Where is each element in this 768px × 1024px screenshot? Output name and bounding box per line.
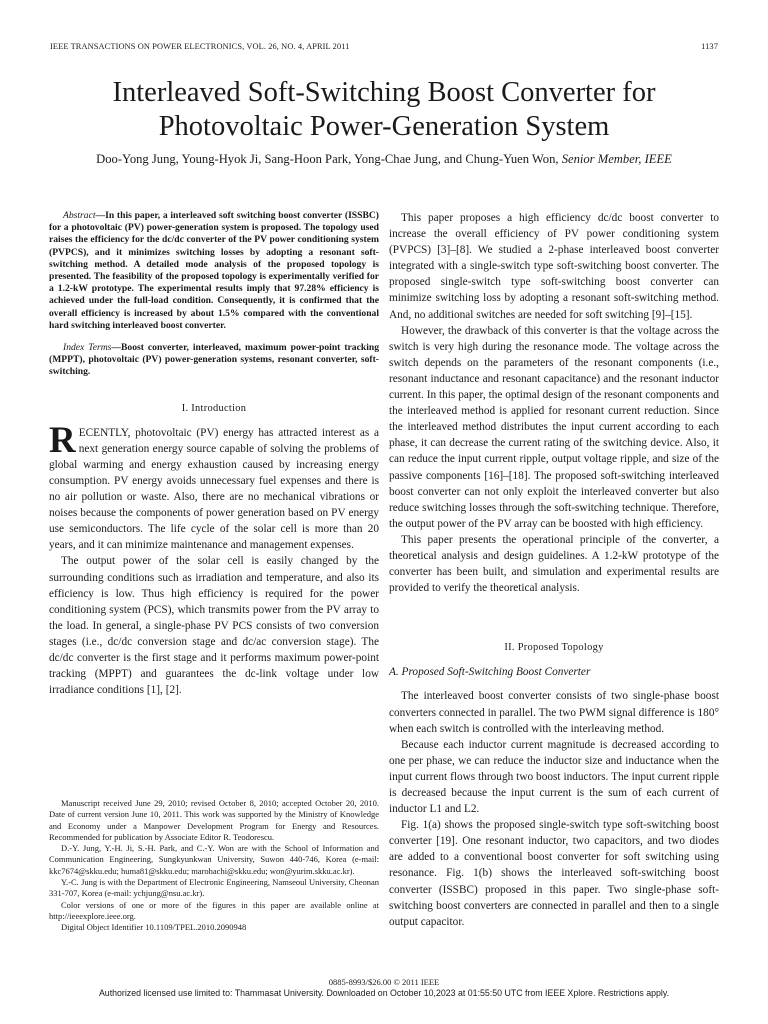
footnote-manuscript: Manuscript received June 29, 2010; revised October 8, 2010; accepted October 20, 2010. Date of current version June 10, 2011. This work was supported by the Ministry of Knowledge and Economy under a Manpower Development Program for Energy and Resources. Recommended for publication by Associate Editor R. Teodorescu. <box>49 798 379 842</box>
author-list <box>30 152 738 167</box>
left-column <box>49 210 379 698</box>
abstract-label: Abstract <box>63 210 96 221</box>
page-number: 1137 <box>701 42 718 51</box>
title-line-2: Photovoltaic Power-Generation System <box>158 111 610 142</box>
footnote-affiliation-1: D.-Y. Jung, Y.-H. Ji, S.-H. Park, and C.-Y. Won are with the School of Information and Communication Engineering, Sungkyunkwan University, Suwon 440-746, Korea (e-mail: kkc7674@skku.edu; huma81@skku.edu; marohachi@skku.edu; won@yurim.skku.ac.kr). <box>49 843 379 876</box>
title-line-1: Interleaved Soft-Switching Boost Converter for <box>112 77 656 108</box>
footnote-color-versions: Color versions of one or more of the figures in this paper are available online at http://ieeexplore.ieee.org. <box>49 899 379 921</box>
index-terms <box>49 342 379 379</box>
intro-paragraph-1 <box>49 419 379 554</box>
drop-cap: R <box>49 419 76 461</box>
abstract <box>49 210 379 332</box>
index-terms-label: Index Terms <box>63 342 112 354</box>
right-paragraph-5: Because each inductor current magnitude is decreased according to one per phase, we can reduce the inductor size and inductance when the input current flows through two boost inductors. The input current ripple is decreased because the input current is the sum of each current of inductor L1 and L2. <box>389 738 719 816</box>
right-paragraph-4: The interleaved boost converter consists of two single-phase boost converters connected in parallel. The two PWM signal difference is 180° when each switch is controlled with the interleaving method. <box>389 690 719 735</box>
author-names: Doo-Yong Jung, Young-Hyok Ji, Sang-Hoon Park, Yong-Chae Jung, and Chung-Yuen Won, <box>96 152 559 166</box>
running-header <box>50 42 718 51</box>
author-role: Senior Member, IEEE <box>561 152 672 166</box>
footnote-affiliation-2: Y.-C. Jung is with the Department of Electronic Engineering, Namseoul University, Cheonan 331-707, Korea (e-mail: ychjung@nsu.ac.kr). <box>49 877 379 899</box>
section-heading-proposed-topology: II. Proposed Topology <box>504 642 604 654</box>
journal-name: IEEE TRANSACTIONS ON POWER ELECTRONICS, VOL. 26, NO. 4, APRIL 2011 <box>50 42 350 51</box>
right-paragraph-6: Fig. 1(a) shows the proposed single-switch type soft-switching boost converter [19]. One resonant inductor, two capacitors, and two diodes are added to a conventional boost converter for soft switching using resonance. Fig. 1(b) shows the interleaved soft-switching boost converter (ISSBC) proposed in this paper. Two single-phase soft-switching boost converters are connected in parallel and then to a single output capacitor. <box>389 819 719 928</box>
right-column <box>389 210 719 930</box>
copyright-line: 0885-8993/$26.00 © 2011 IEEE <box>328 977 440 987</box>
right-paragraph-2: However, the drawback of this converter is that the voltage across the switch is very high during the resonance mode. The voltage across the switch depends on the parameters of the resonant components (i.e., resonant inductance and resonant capacitance) and the resonant inductor current. In this paper, the optimal design of the resonant components and the interleaved method is applied for resonant current reduction. Since the interleaved method distributes the input current according to each phase, it can decrease the current rating of the switching device. Also, it can reduce the input current ripple, output voltage ripple, and size of the passive components [16]–[18]. The proposed soft-switching interleaved boost converter can not only exploit the interleaved converter but also reduce switching losses through the soft-switching technique. Therefore, the output power of the PV array can be boosted with high efficiency. <box>389 324 719 530</box>
footnote <box>49 798 379 934</box>
footnote-doi: Digital Object Identifier 10.1109/TPEL.2010.2090948 <box>61 922 247 933</box>
right-paragraph-3: This paper presents the operational principle of the converter, a theoretical analysis and design guidelines. A 1.2-kW prototype of the converter has been built, and simulation and experimental results are provided to verify the theoretical analysis. <box>389 533 719 595</box>
index-terms-text: —Boost converter, interleaved, maximum power-point tracking (MPPT), photovoltaic (PV) power-generation systems, resonant converter, soft-switching. <box>49 342 379 378</box>
intro-paragraph-2: The output power of the solar cell is easily changed by the surrounding conditions such as irradiation and temperature, and also its efficiency is low. Thus high efficiency is required for the power conditioning system (PCS), which transmits power from the PV array to the load. In general, a single-phase PV PCS consists of two conversion stages (i.e., dc/dc conversion stage and dc/ac conversion stage). The dc/dc converter is the first stage and it performs maximum power-point tracking (MPPT) and guarantees the dc-link voltage under low irradiance conditions [1], [2]. <box>49 555 379 697</box>
subsection-heading-a: A. Proposed Soft-Switching Boost Converter <box>389 666 591 679</box>
paper-title <box>40 76 728 144</box>
intro-paragraph-1-text: ECENTLY, photovoltaic (PV) energy has attracted interest as a next generation energy source capable of solving the problems of global warming and energy exhaustion caused by increasing energy consumption. PV energy avoids unnecessary fuel expenses and there is no air pollution or waste. Also, there are no mechanical vibrations or noises because the components of power generation based on PV energy use semiconductors. The life cycle of the solar cell is more than 20 years, and it can minimize maintenance and management expenses. <box>49 426 379 552</box>
authorized-use-notice: Authorized licensed use limited to: Thammasat University. Downloaded on October 10,2023 at 01:55:50 UTC from IEEE Xplore. Restrictions apply. <box>98 988 670 998</box>
section-heading-introduction: I. Introduction <box>181 402 247 414</box>
abstract-text: —In this paper, a interleaved soft switching boost converter (ISSBC) for a photovoltaic (PV) power-generation system is proposed. The topology used raises the efficiency for the dc/dc converter of the PV power conditioning system (PVPCS), and it minimizes switching losses by adopting a resonant soft-switching method. A detailed mode analysis of the proposed topology is presented. The feasibility of the proposed topology is experimentally verified for a 1.2-kW prototype. The experimental results imply that 97.28% efficiency is achieved under the full-load condition. Consequently, it is confirmed that the overall efficiency is increased by about 1.5% compared with the conventional hard switching interleaved boost converter. <box>49 210 379 331</box>
right-paragraph-1: This paper proposes a high efficiency dc/dc boost converter to increase the overall efficiency of PV power conditioning system (PVPCS) [3]–[8]. We studied a 2-phase interleaved boost converter integrated with a single-switch type soft-switching boost converter. The proposed single-switch type soft-switching boost converter can minimize switching loss by adopting a resonant soft-switching method. And, no additional switches are needed for soft switching [9]–[15]. <box>389 212 719 321</box>
